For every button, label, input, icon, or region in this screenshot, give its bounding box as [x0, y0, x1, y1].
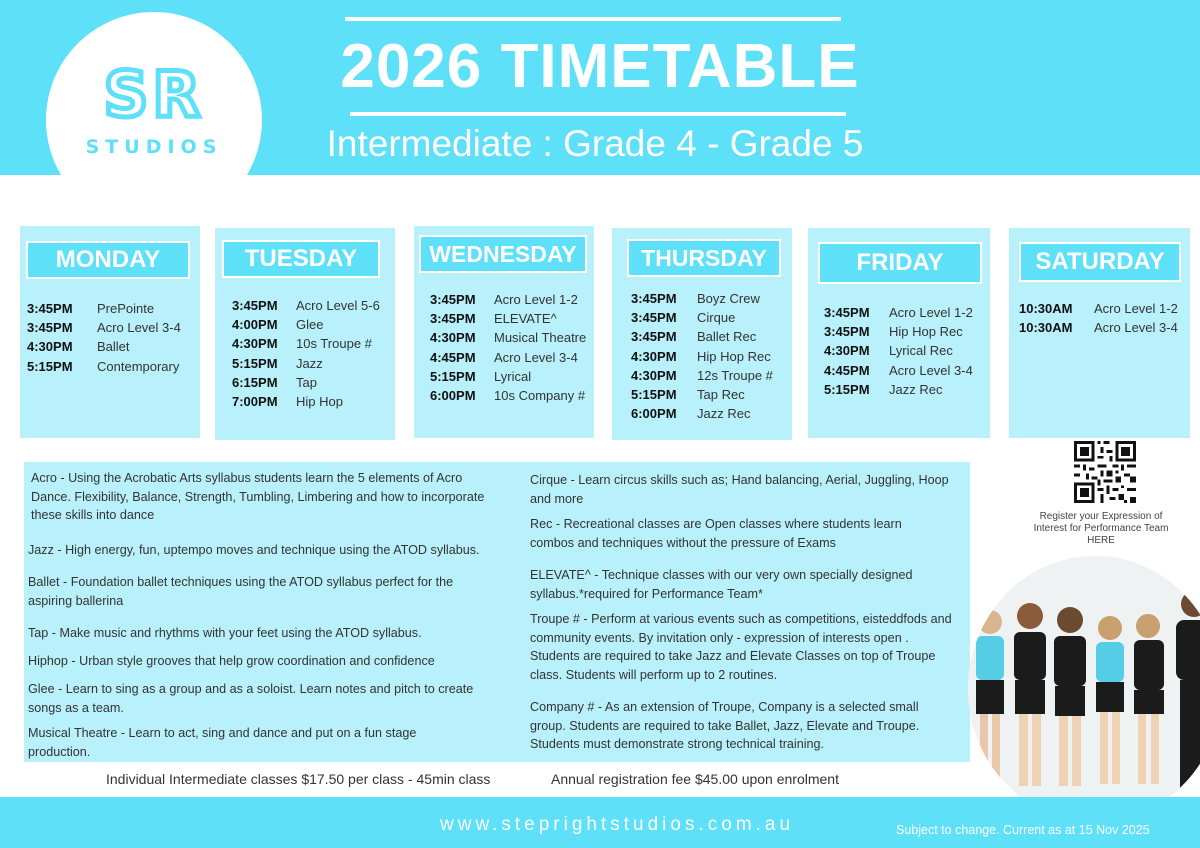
slot-class-name: Jazz — [296, 355, 323, 371]
class-slot — [27, 318, 181, 337]
day-card-thursday — [612, 228, 792, 440]
schedule-list-friday — [824, 303, 973, 399]
slot-time: 4:30PM — [430, 330, 476, 346]
slot-time: 4:45PM — [824, 362, 870, 378]
slot-class-name: Lyrical — [494, 368, 532, 384]
class-slot — [430, 367, 586, 386]
schedule-list-tuesday — [232, 296, 380, 411]
slot-time: 4:30PM — [232, 336, 278, 352]
footer-banner — [0, 797, 1200, 848]
class-slot — [232, 373, 380, 392]
class-slot — [232, 392, 380, 411]
class-slot — [232, 354, 380, 373]
class-slot — [631, 327, 773, 346]
slot-class-name: Boyz Crew — [697, 291, 760, 306]
slot-time: 6:00PM — [430, 388, 476, 404]
page-title: 2026 TIMETABLE — [340, 32, 860, 101]
description-tap: Tap - Make music and rhythms with your feet using the ATOD syllabus. — [28, 626, 422, 640]
day-card-friday — [808, 228, 990, 438]
studio-logo — [46, 12, 262, 228]
slot-time: 5:15PM — [631, 387, 677, 403]
slot-time: 3:45PM — [824, 305, 870, 320]
class-slot — [824, 361, 973, 380]
day-heading-monday: MONDAY — [26, 241, 190, 279]
class-slot — [430, 328, 586, 347]
slot-class-name: Jazz Rec — [889, 381, 943, 397]
description-glee: Glee - Learn to sing as a group and as a soloist. Learn notes and pitch to create songs as a team. — [28, 682, 474, 715]
slot-time: 3:45PM — [27, 301, 73, 316]
class-fee: Individual Intermediate classes $17.50 per class - 45min class — [106, 771, 491, 787]
slot-time: 4:30PM — [824, 343, 870, 359]
class-slot — [824, 341, 973, 360]
slot-class-name: 10s Company # — [494, 388, 586, 404]
class-slot — [232, 315, 380, 334]
slot-time: 6:00PM — [631, 406, 677, 422]
slot-time: 3:45PM — [631, 329, 677, 345]
class-slot — [631, 289, 773, 308]
slot-class-name: Tap — [296, 374, 317, 390]
slot-time: 10:30AM — [1019, 301, 1073, 316]
slot-time: 4:30PM — [631, 367, 677, 383]
slot-time: 6:15PM — [232, 374, 278, 390]
slot-class-name: Acro Level 3-4 — [494, 349, 578, 365]
class-slot — [430, 290, 586, 309]
slot-class-name: Glee — [296, 317, 324, 333]
class-slot — [631, 347, 773, 366]
slot-class-name: ELEVATE^ — [494, 311, 557, 327]
day-card-saturday — [1009, 228, 1190, 438]
description-company: Company # - As an extension of Troupe, Company is a selected small group. Students are required to take Ballet, Jazz, Elevate and Troupe. Students must demonstrate strong technical training. — [530, 700, 920, 752]
slot-time: 4:30PM — [631, 348, 677, 364]
slot-class-name: 10s Troupe # — [296, 336, 372, 352]
slot-time: 7:00PM — [232, 394, 278, 410]
description-troupe: Troupe # - Perform at various events such as competitions, eisteddfods and community events. By invitation only - expression of interests open . Students are required to take Jazz and Elevate Classes on top of Troupe class. Students will perform up to 2 routines. — [530, 612, 952, 682]
class-slot — [430, 309, 586, 328]
slot-class-name: Acro Level 1-2 — [889, 305, 973, 320]
slot-time: 4:00PM — [232, 317, 278, 333]
slot-time: 5:15PM — [824, 381, 870, 397]
day-heading-friday: FRIDAY — [818, 242, 982, 284]
day-heading-tuesday: TUESDAY — [222, 240, 380, 278]
class-slot — [631, 308, 773, 327]
slot-class-name: Acro Level 1-2 — [1094, 301, 1178, 316]
description-elevate: ELEVATE^ - Technique classes with our very own specially designed syllabus.*required for Performance Team* — [530, 568, 913, 601]
class-slot — [232, 296, 380, 315]
class-slot — [824, 303, 973, 322]
day-heading-saturday: SATURDAY — [1019, 242, 1181, 282]
class-slot — [824, 380, 973, 399]
slot-time: 5:15PM — [27, 358, 73, 374]
slot-time: 3:45PM — [430, 311, 476, 327]
class-slot — [631, 366, 773, 385]
slot-class-name: Acro Level 3-4 — [889, 362, 973, 378]
page-subtitle: Intermediate : Grade 4 - Grade 5 — [326, 123, 864, 164]
slot-time: 3:45PM — [430, 292, 476, 307]
slot-class-name: Musical Theatre — [494, 330, 587, 346]
slot-class-name: Acro Level 3-4 — [97, 320, 181, 336]
class-slot — [27, 337, 181, 356]
logo-letters: SR — [103, 58, 205, 131]
class-descriptions-panel — [24, 462, 970, 762]
day-card-monday — [20, 226, 200, 438]
slot-time: 3:45PM — [27, 320, 73, 336]
description-hiphop: Hiphop - Urban style grooves that help grow coordination and confidence — [28, 654, 435, 668]
class-slot — [631, 385, 773, 404]
title-rule-bottom — [350, 112, 846, 116]
slot-class-name: Hip Hop Rec — [697, 348, 771, 364]
description-cirque: Cirque - Learn circus skills such as; Hand balancing, Aerial, Juggling, Hoop and more — [530, 473, 949, 506]
revision-notice: Subject to change. Current as at 15 Nov 2025 — [896, 823, 1150, 837]
description-ballet: Ballet - Foundation ballet techniques using the ATOD syllabus perfect for the aspiring ballerina — [28, 575, 454, 608]
class-slot — [430, 386, 586, 405]
slot-class-name: Hip Hop — [296, 394, 343, 410]
day-card-wednesday — [414, 226, 594, 438]
slot-class-name: Ballet Rec — [697, 329, 757, 345]
slot-time: 3:45PM — [631, 291, 677, 306]
slot-time: 10:30AM — [1019, 320, 1073, 336]
slot-time: 4:30PM — [27, 339, 73, 355]
slot-class-name: Cirque — [697, 310, 736, 326]
slot-time: 3:45PM — [232, 298, 278, 313]
class-slot — [232, 334, 380, 353]
slot-class-name: Acro Level 1-2 — [494, 292, 578, 307]
day-heading-wednesday: WEDNESDAY — [419, 235, 587, 273]
description-rec: Rec - Recreational classes are Open classes where students learn combos and techniques without the pressure of Exams — [530, 517, 902, 550]
logo-word: STUDIOS — [85, 136, 223, 158]
slot-time: 5:15PM — [430, 368, 476, 384]
schedule-list-monday — [27, 299, 181, 376]
slot-time: 5:15PM — [232, 355, 278, 371]
dancers-group-photo — [968, 556, 1200, 822]
slot-class-name: Contemporary — [97, 358, 180, 374]
class-slot — [824, 322, 973, 341]
slot-class-name: Acro Level 3-4 — [1094, 320, 1178, 336]
class-slot — [27, 299, 181, 318]
website-link[interactable]: www.steprightstudios.com.au — [440, 814, 795, 835]
slot-class-name: Ballet — [97, 339, 130, 355]
qr-code-icon[interactable] — [1074, 441, 1136, 503]
slot-time: 3:45PM — [824, 324, 870, 340]
description-musical-theatre: Musical Theatre - Learn to act, sing and dance and put on a fun stage production. — [28, 726, 417, 759]
class-slot — [1019, 318, 1178, 337]
description-acro: Acro - Using the Acrobatic Arts syllabus students learn the 5 elements of Acro Dance. Flexibility, Balance, Strength, Tumbling, Limbering and how to incorporate these skills into dance — [31, 471, 485, 523]
title-rule-top — [345, 17, 841, 21]
registration-fee: Annual registration fee $45.00 upon enrolment — [551, 771, 839, 787]
class-slot — [430, 348, 586, 367]
slot-class-name: PrePointe — [97, 301, 155, 316]
class-slot — [631, 404, 773, 423]
qr-caption: Register your Expression of Interest for Performance Team HERE — [1033, 511, 1169, 546]
class-slot — [1019, 299, 1178, 318]
day-card-tuesday — [215, 228, 395, 440]
schedule-list-saturday — [1019, 299, 1178, 337]
description-jazz: Jazz - High energy, fun, uptempo moves and technique using the ATOD syllabus. — [28, 543, 480, 557]
schedule-list-thursday — [631, 289, 773, 423]
slot-class-name: Lyrical Rec — [889, 343, 953, 359]
slot-class-name: Jazz Rec — [697, 406, 751, 422]
schedule-list-wednesday — [430, 290, 586, 405]
slot-class-name: Tap Rec — [697, 387, 745, 403]
slot-class-name: Hip Hop Rec — [889, 324, 963, 340]
day-heading-thursday: THURSDAY — [627, 239, 781, 277]
slot-time: 3:45PM — [631, 310, 677, 326]
class-slot — [27, 357, 181, 376]
slot-class-name: 12s Troupe # — [697, 367, 773, 383]
slot-time: 4:45PM — [430, 349, 476, 365]
slot-class-name: Acro Level 5-6 — [296, 298, 380, 313]
